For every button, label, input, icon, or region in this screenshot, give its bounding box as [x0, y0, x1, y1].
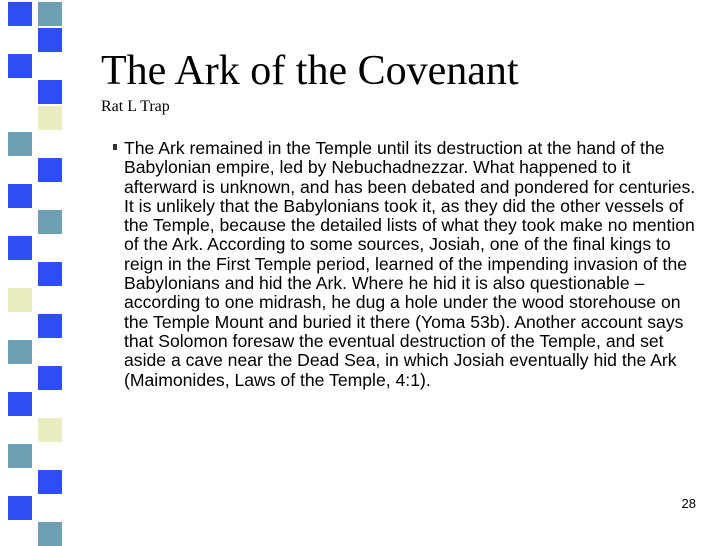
decorative-square: [8, 392, 32, 416]
decorative-square: [8, 496, 32, 520]
decorative-square: [8, 132, 32, 156]
decorative-square: [8, 184, 32, 208]
slide-body-text: The Ark remained in the Temple until its destruction at the hand of the Babylonian empire, led by Nebuchadnezzar. What happened to it afterward is unknown, and has been debated and pondered for centuries. It is unlikely that the Babylonians took it, as they did the other vessels of the Temple, because the detailed lists of what they took make no mention of the Ark. According to some sources, Josiah, one of the final kings to reign in the First Temple period, learned of the impending invasion of the Babylonians and hid the Ark. Where he hid it is also questionable – according to one midrash, he dug a hole under the wood storehouse on the Temple Mount and buried it there (Yoma 53b). Another account says that Solomon foresaw the eventual destruction of the Temple, and set aside a cave near the Dead Sea, in which Josiah eventually hid the Ark (Maimonides, Laws of the Temple, 4:1).: [124, 138, 696, 390]
decorative-square: [8, 54, 32, 78]
decorative-square: [8, 444, 32, 468]
decorative-square: [8, 2, 32, 26]
decorative-square: [38, 314, 62, 338]
decorative-square: [38, 522, 62, 546]
decorative-square: [38, 28, 62, 52]
decorative-square: [8, 236, 32, 260]
bullet-marker: [113, 144, 117, 150]
decorative-square: [38, 80, 62, 104]
decorative-square: [8, 340, 32, 364]
page-number: 28: [681, 496, 696, 511]
decorative-square: [8, 288, 32, 312]
slide-subtitle: Rat L Trap: [101, 98, 170, 115]
decorative-square: [38, 106, 62, 130]
decorative-block-strip: [0, 0, 66, 540]
decorative-square: [38, 470, 62, 494]
decorative-square: [38, 158, 62, 182]
decorative-square: [38, 418, 62, 442]
decorative-square: [38, 262, 62, 286]
decorative-square: [38, 366, 62, 390]
decorative-square: [38, 210, 62, 234]
decorative-square: [38, 2, 62, 26]
slide-title: The Ark of the Covenant: [101, 48, 519, 94]
